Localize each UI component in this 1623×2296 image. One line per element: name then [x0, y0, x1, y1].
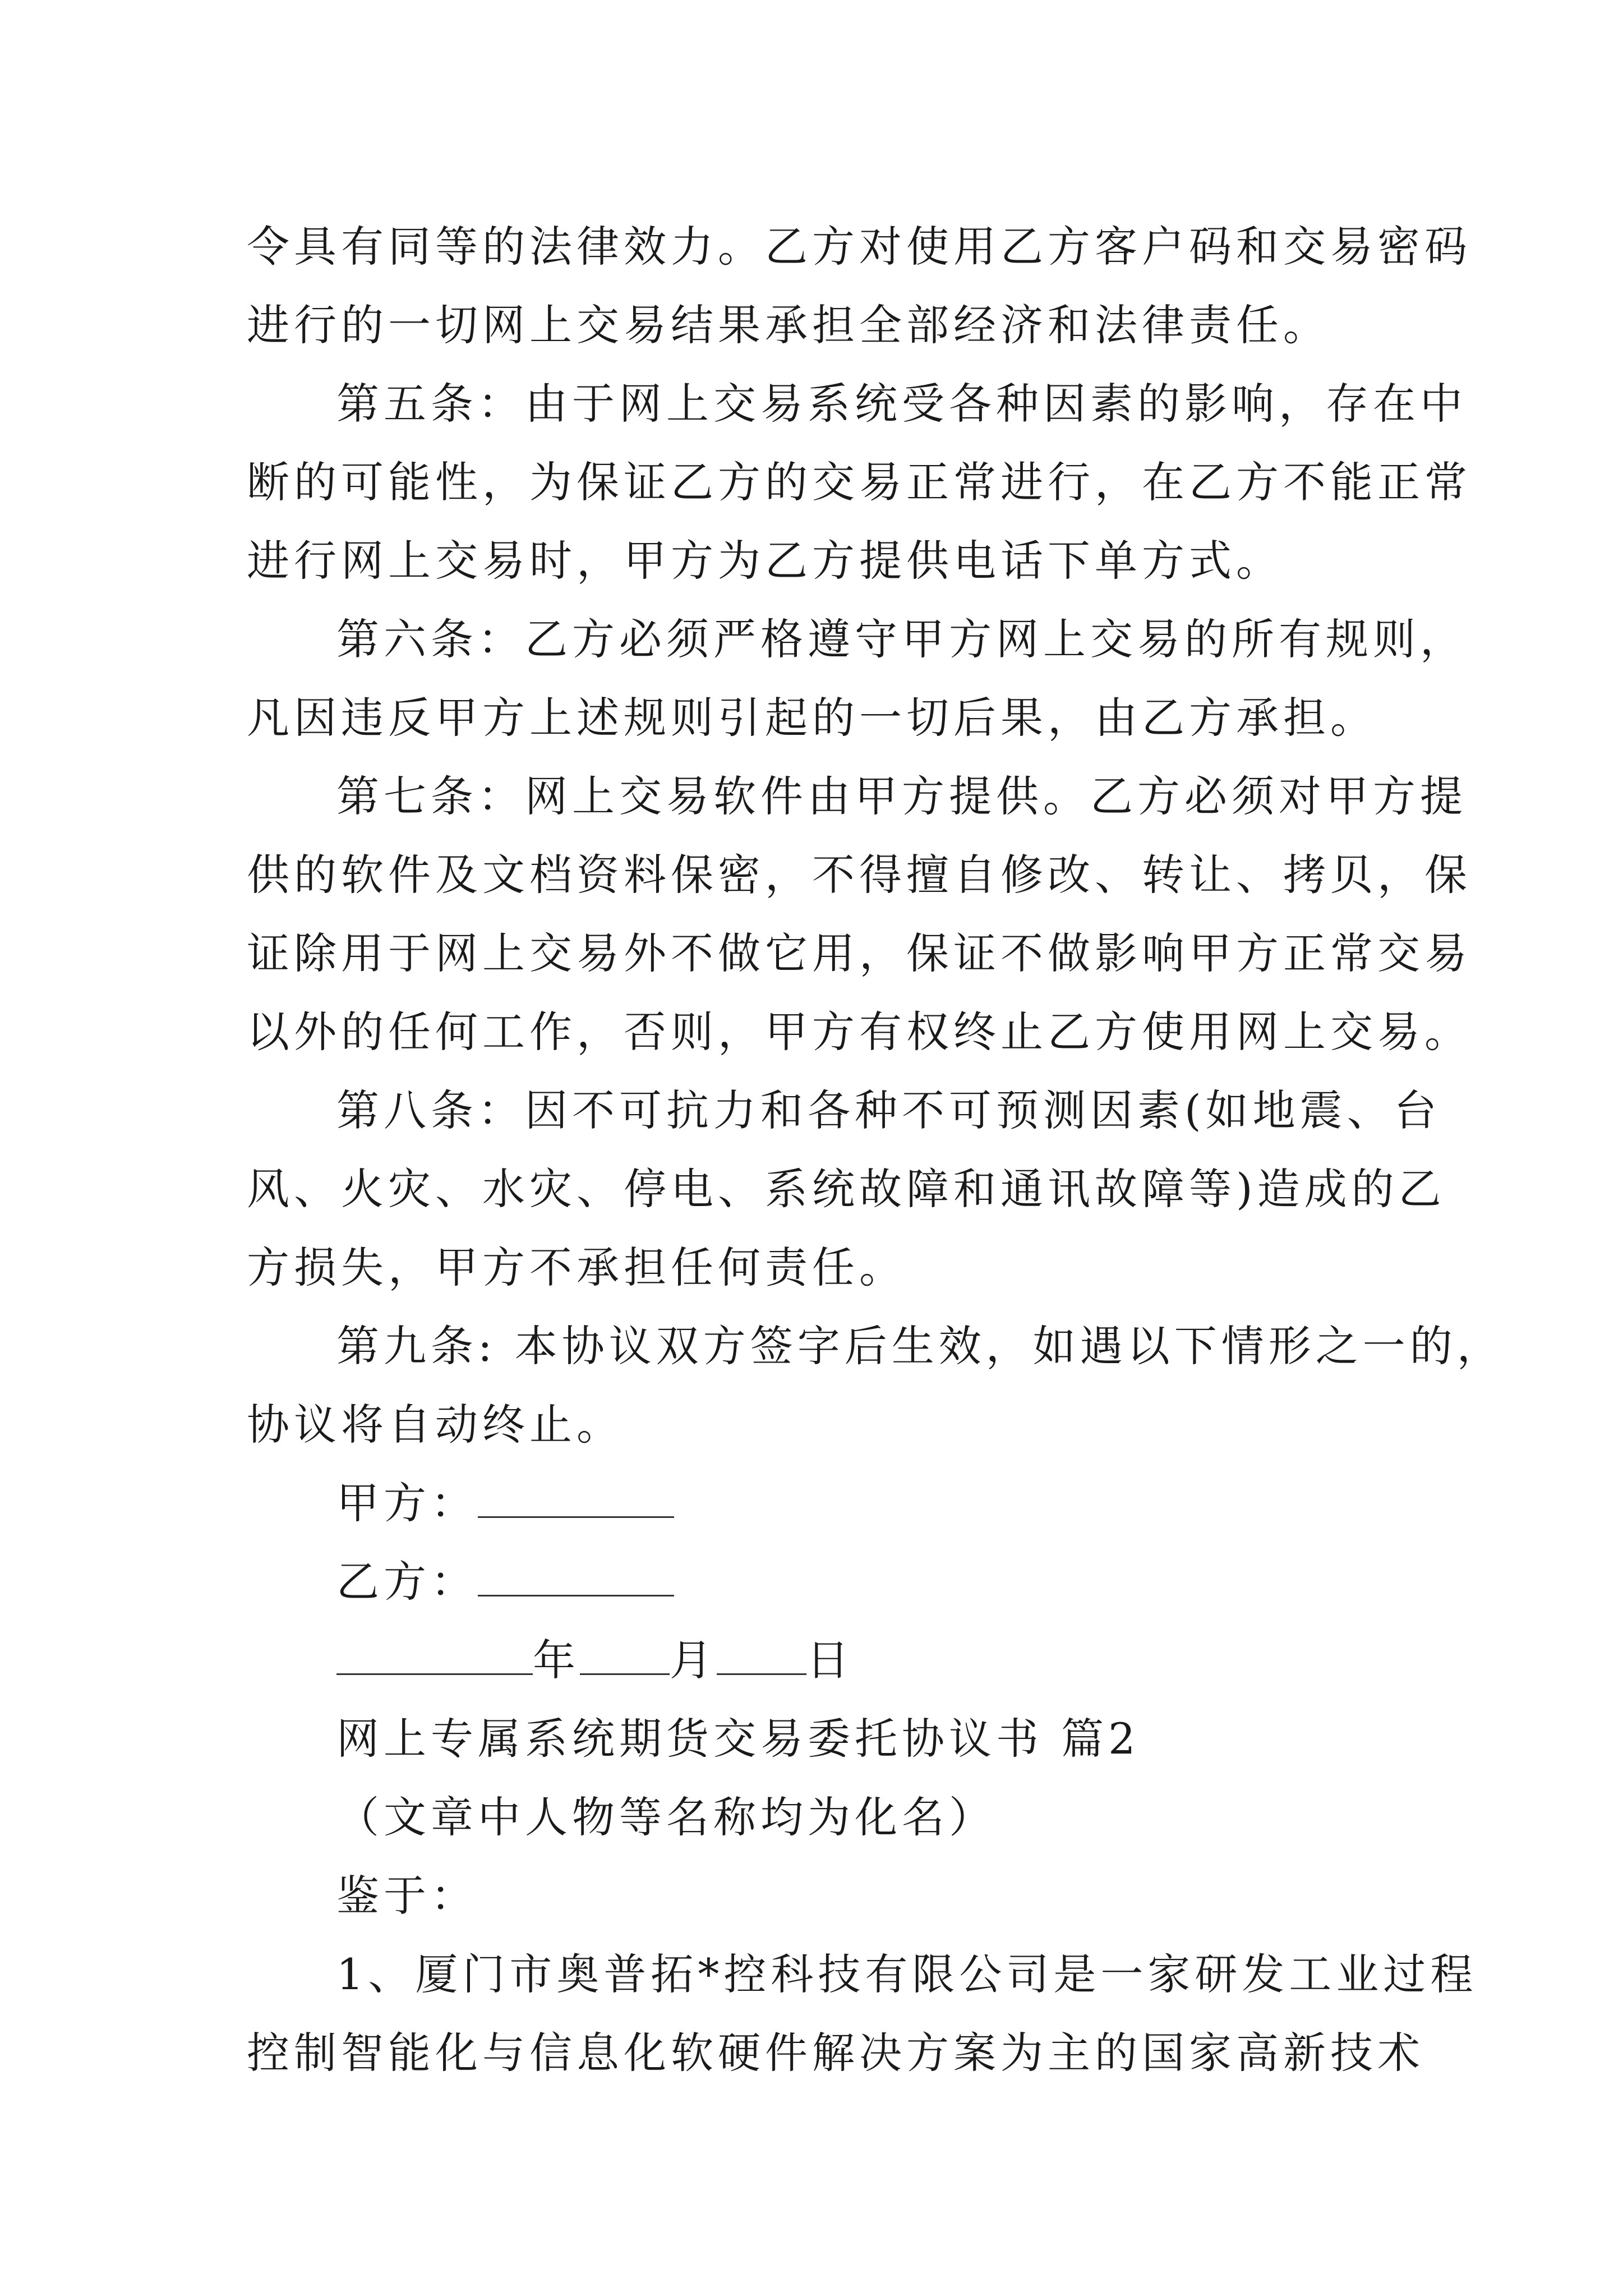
text-line: 方损失，甲方不承担任何责任。	[247, 1243, 906, 1292]
text-line: 1、厦门市奥普拓*控科技有限公司是一家研发工业过程	[336, 1949, 1478, 1999]
year-blank	[336, 1639, 533, 1675]
text-line: 进行网上交易时，甲方为乙方提供电话下单方式。	[247, 536, 1283, 586]
text-line: 风、火灾、水灾、停电、系统故障和通讯故障等)造成的乙	[247, 1164, 1446, 1214]
day-blank	[717, 1639, 806, 1675]
article-6-heading-line: 第六条：乙方必须严格遵守甲方网上交易的所有规则，	[336, 614, 1467, 664]
date-line	[247, 1621, 1368, 1700]
date-month-label: 月	[670, 1635, 717, 1685]
party-b-label: 乙方：	[336, 1557, 478, 1607]
text-line: 供的软件及文档资料保密，不得擅自修改、转让、拷贝，保	[247, 850, 1472, 900]
date-day-label: 日	[806, 1635, 854, 1685]
party-a-blank	[478, 1481, 674, 1518]
text-line: 进行的一切网上交易结果承担全部经济和法律责任。	[247, 300, 1330, 350]
party-b-signature-line	[247, 1543, 1368, 1621]
text-line: 凡因违反甲方上述规则引起的一切后果，由乙方承担。	[247, 693, 1377, 743]
article-5-heading-line: 第五条：由于网上交易系统受各种因素的影响，存在中	[336, 379, 1467, 429]
party-a-label: 甲方：	[336, 1478, 478, 1528]
month-blank	[580, 1639, 670, 1675]
article-7-heading-line: 第七条：网上交易软件由甲方提供。乙方必须对甲方提	[336, 771, 1467, 821]
text-line: 协议将自动终止。	[247, 1400, 624, 1450]
text-line: 断的可能性，为保证乙方的交易正常进行，在乙方不能正常	[247, 457, 1472, 507]
whereas-heading: 鉴于：	[336, 1871, 478, 1921]
article-8-heading-line: 第八条：因不可抗力和各种不可预测因素(如地震、台	[336, 1085, 1441, 1135]
text-line: 控制智能化与信息化软硬件解决方案为主的国家高新技术	[247, 2028, 1424, 2078]
text-line: 证除用于网上交易外不做它用，保证不做影响甲方正常交易	[247, 928, 1472, 978]
name-disclaimer-note: （文章中人物等名称均为化名）	[336, 1792, 996, 1842]
party-b-blank	[478, 1560, 674, 1596]
section-title: 网上专属系统期货交易委托协议书 篇2	[336, 1714, 1140, 1764]
article-9-heading-line: 第九条: 本协议双方签字后生效，如遇以下情形之一的，	[336, 1321, 1504, 1371]
text-line: 以外的任何工作，否则，甲方有权终止乙方使用网上交易。	[247, 1007, 1472, 1057]
date-year-label: 年	[533, 1635, 580, 1685]
party-a-signature-line	[247, 1464, 1368, 1543]
text-line: 令具有同等的法律效力。乙方对使用乙方客户码和交易密码	[247, 222, 1472, 272]
document-body	[247, 208, 1504, 2092]
